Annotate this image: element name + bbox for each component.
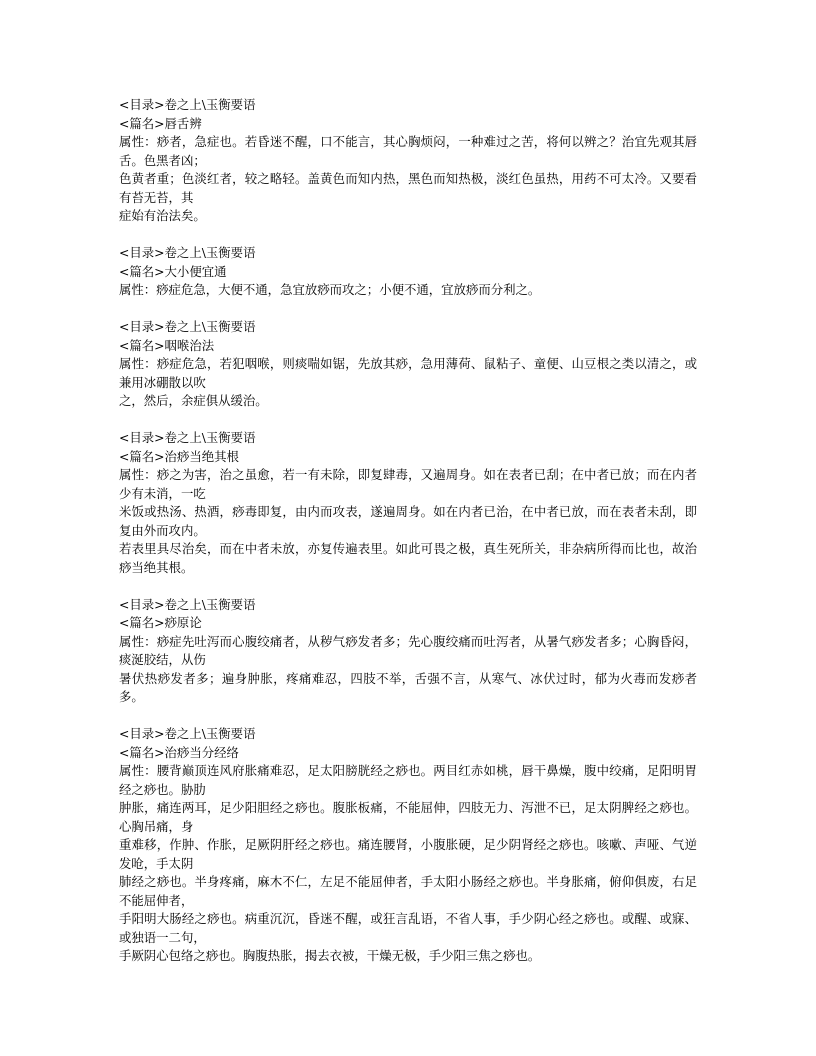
body-text: 手厥阴心包络之痧也。胸腹热胀，揭去衣被，干燥无极，手少阳三焦之痧也。: [119, 948, 541, 963]
section-throat: [119, 318, 697, 411]
body-text: 暑伏热痧发者多；遍身肿胀，疼痛难忍，四肢不举，舌强不言，从寒气、冰伏过时，郁为火毒而发痧者多。: [119, 670, 697, 704]
body-text: 属性：痧症先吐泻而心腹绞痛者，从秽气痧发者多；先心腹绞痛而吐泻者，从暑气痧发者多；心胸昏闷，痰涎胶结，从伤: [119, 633, 697, 667]
section-lips-tongue: [119, 96, 697, 226]
chapter-title: <篇名>咽喉治法: [119, 337, 215, 353]
section-bowel-urine: [119, 244, 697, 300]
catalog-line: <目录>卷之上\玉衡要语: [119, 97, 256, 112]
body-text: 色黄者重；色淡红者，较之略轻。盖黄色而知内热，黑色而知热极，淡红色虽热，用药不可太冷。又要看有苔无苔，其: [119, 171, 697, 205]
document-page: [119, 96, 697, 984]
section-origin: [119, 596, 697, 707]
catalog-line: <目录>卷之上\玉衡要语: [119, 319, 256, 334]
body-text: 若表里具尽治矣，而在中者未放，亦复传遍表里。如此可畏之极，真生死所关，非杂病所得而比也，故治痧当绝其根。: [119, 541, 697, 575]
body-text: 肺经之痧也。半身疼痛，麻木不仁，左足不能屈伸者，手太阳小肠经之痧也。半身胀痛，俯仰俱废，右足不能屈伸者，: [119, 874, 697, 908]
chapter-title: <篇名>治痧当绝其根: [119, 448, 239, 464]
chapter-title: <篇名>唇舌辨: [119, 115, 202, 131]
chapter-title: <篇名>大小便宜通: [119, 263, 227, 279]
body-text: 之，然后，余症俱从缓治。: [119, 393, 268, 408]
chapter-title: <篇名>治痧当分经络: [119, 744, 239, 760]
body-text: 属性：痧症危急，若犯咽喉，则痰喘如锯，先放其痧，急用薄荷、鼠粘子、童便、山豆根之类以清之，或兼用冰硼散以吹: [119, 356, 697, 390]
catalog-line: <目录>卷之上\玉衡要语: [119, 430, 256, 445]
body-text: 属性：痧者，急症也。若昏迷不醒，口不能言，其心胸烦闷，一种难过之苦，将何以辨之？治宜先观其唇舌。色黑者凶；: [119, 134, 697, 168]
body-text: 症始有治法矣。: [119, 208, 206, 223]
section-meridians: [119, 725, 697, 966]
body-text: 肿胀，痛连两耳，足少阳胆经之痧也。腹胀板痛，不能屈伸，四肢无力、泻泄不已，足太阴脾经之痧也。心胸吊痛，身: [119, 800, 697, 834]
body-text: 属性：痧之为害，治之虽愈，若一有未除，即复肆毒，又遍周身。如在表者已刮；在中者已放；而在内者少有未消，一吃: [119, 467, 697, 501]
catalog-line: <目录>卷之上\玉衡要语: [119, 245, 256, 260]
catalog-line: <目录>卷之上\玉衡要语: [119, 726, 256, 741]
body-text: 重难移，作肿、作胀，足厥阴肝经之痧也。痛连腰肾，小腹胀硬，足少阴肾经之痧也。咳嗽、声哑、气逆发呛，手太阴: [119, 837, 697, 871]
section-root-cure: [119, 429, 697, 577]
body-text: 手阳明大肠经之痧也。病重沉沉，昏迷不醒，或狂言乱语，不省人事，手少阴心经之痧也。或醒、或寐、或独语一二句，: [119, 911, 697, 945]
catalog-line: <目录>卷之上\玉衡要语: [119, 596, 256, 612]
body-text: 属性：腰背巅顶连风府胀痛难忍，足太阳膀胱经之痧也。两目红赤如桃，唇干鼻燥，腹中绞痛，足阳明胃经之痧也。胁肋: [119, 763, 697, 797]
body-text: 米饭或热汤、热酒，痧毒即复，由内而攻表，遂遍周身。如在内者已治，在中者已放，而在表者未刮，即复由外而攻内。: [119, 504, 697, 538]
body-text: 属性：痧症危急，大便不通，急宜放痧而攻之；小便不通，宜放痧而分利之。: [119, 282, 541, 297]
chapter-title: <篇名>痧原论: [119, 615, 202, 630]
